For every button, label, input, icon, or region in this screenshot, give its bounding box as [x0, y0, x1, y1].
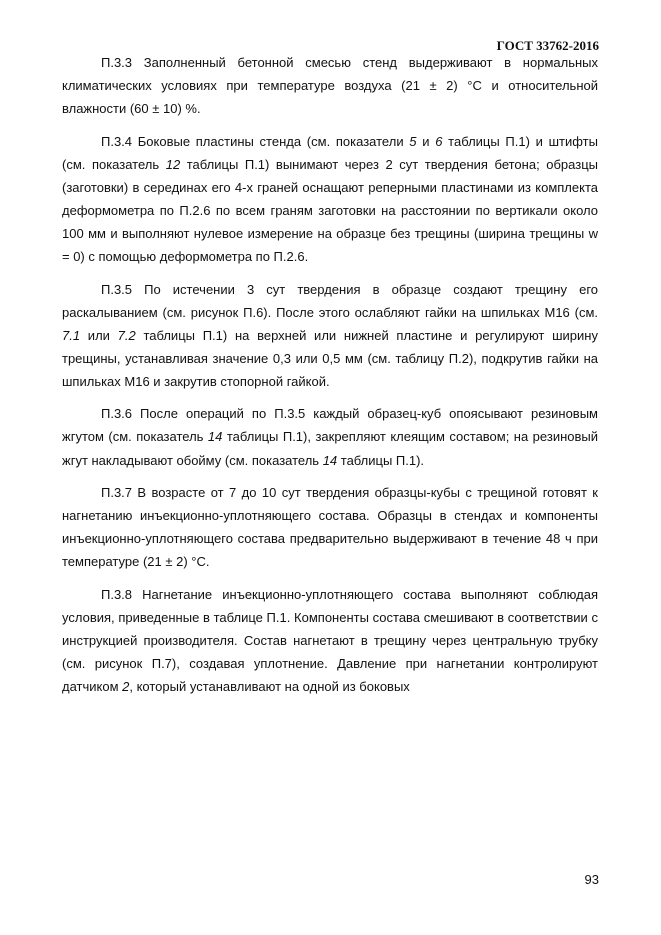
text-segment: , который устанавливают на одной из боковых [129, 679, 410, 695]
text-segment: таблицы П.1) и штифты (см. показатель [62, 133, 598, 172]
paragraph [62, 481, 598, 573]
italic-reference: 14 [322, 452, 338, 468]
text-segment: П.3.3 Заполненный бетонной смесью стенд выдерживают в нормальных климатических условиях при температуре воздуха (21 ± 2) °С и относительной влажности (60 ± 10) %. [62, 55, 598, 117]
paragraph [62, 130, 598, 268]
text-segment: таблицы П.1) на верхней или нижней пластине и регулируют ширину трещины, устанавливая значение 0,3 или 0,5 мм (см. таблицу П.2), подкрутив гайки на шпильках М16 и закрутив стопорной гайкой. [62, 327, 598, 389]
text-segment: П.3.4 Боковые пластины стенда (см. показатели [101, 133, 410, 149]
text-segment: П.3.5 По истечении 3 сут твердения в образце создают трещину его раскалыванием (см. рисунок П.6). После этого ослабляют гайки на шпильках М16 (см. [62, 281, 598, 320]
text-segment: П.3.6 После операций по П.3.5 каждый образец-куб опоясывают резиновым жгутом (см. показатель [62, 406, 598, 445]
text-segment: или [80, 327, 118, 343]
italic-reference: 14 [207, 429, 223, 445]
italic-reference: 2 [122, 679, 130, 695]
text-segment: П.3.7 В возрасте от 7 до 10 сут твердения образцы-кубы с трещиной готовят к нагнетанию инъекционно-уплотняющего состава. Образцы в стендах и компоненты инъекционно-уплотняющего состава предварительно выдерживают в течение 48 ч при температуре (21 ± 2) °С. [62, 485, 598, 570]
body-text [62, 51, 598, 698]
italic-reference: 6 [435, 133, 443, 149]
text-segment: таблицы П.1). [337, 452, 425, 468]
paragraph [62, 278, 598, 393]
paragraph [62, 51, 598, 120]
italic-reference: 5 [409, 133, 417, 149]
paragraph [62, 583, 598, 698]
paragraph [62, 402, 598, 471]
italic-reference: 12 [165, 156, 181, 172]
italic-reference: 7.2 [117, 327, 136, 343]
document-header: ГОСТ 33762-2016 [496, 38, 599, 53]
text-segment: и [416, 133, 436, 149]
text-segment: таблицы П.1) вынимают через 2 сут твердения бетона; образцы (заготовки) в серединах его 4-х граней оснащают реперными пластинами из комплекта деформометра по П.2.6 по всем граням заготовки на расстоянии по вертикали около 100 мм и выполняют нулевое измерение на образце без трещины (ширина трещины w = 0) с помощью деформометра по П.2.6. [62, 156, 598, 264]
page-number: 93 [584, 872, 599, 887]
text-segment: таблицы П.1), закрепляют клеящим составом; на резиновый жгут накладывают обойму (см. показатель [62, 429, 598, 468]
italic-reference: 7.1 [62, 327, 81, 343]
text-segment: П.3.8 Нагнетание инъекционно-уплотняющего состава выполняют соблюдая условия, приведенные в таблице П.1. Компоненты состава смешивают в соответствии с инструкцией производителя. Состав нагнетают в трещину через центральную трубку (см. рисунок П.7), создавая уплотнение. Давление при нагнетании контролируют датчиком [62, 586, 598, 695]
